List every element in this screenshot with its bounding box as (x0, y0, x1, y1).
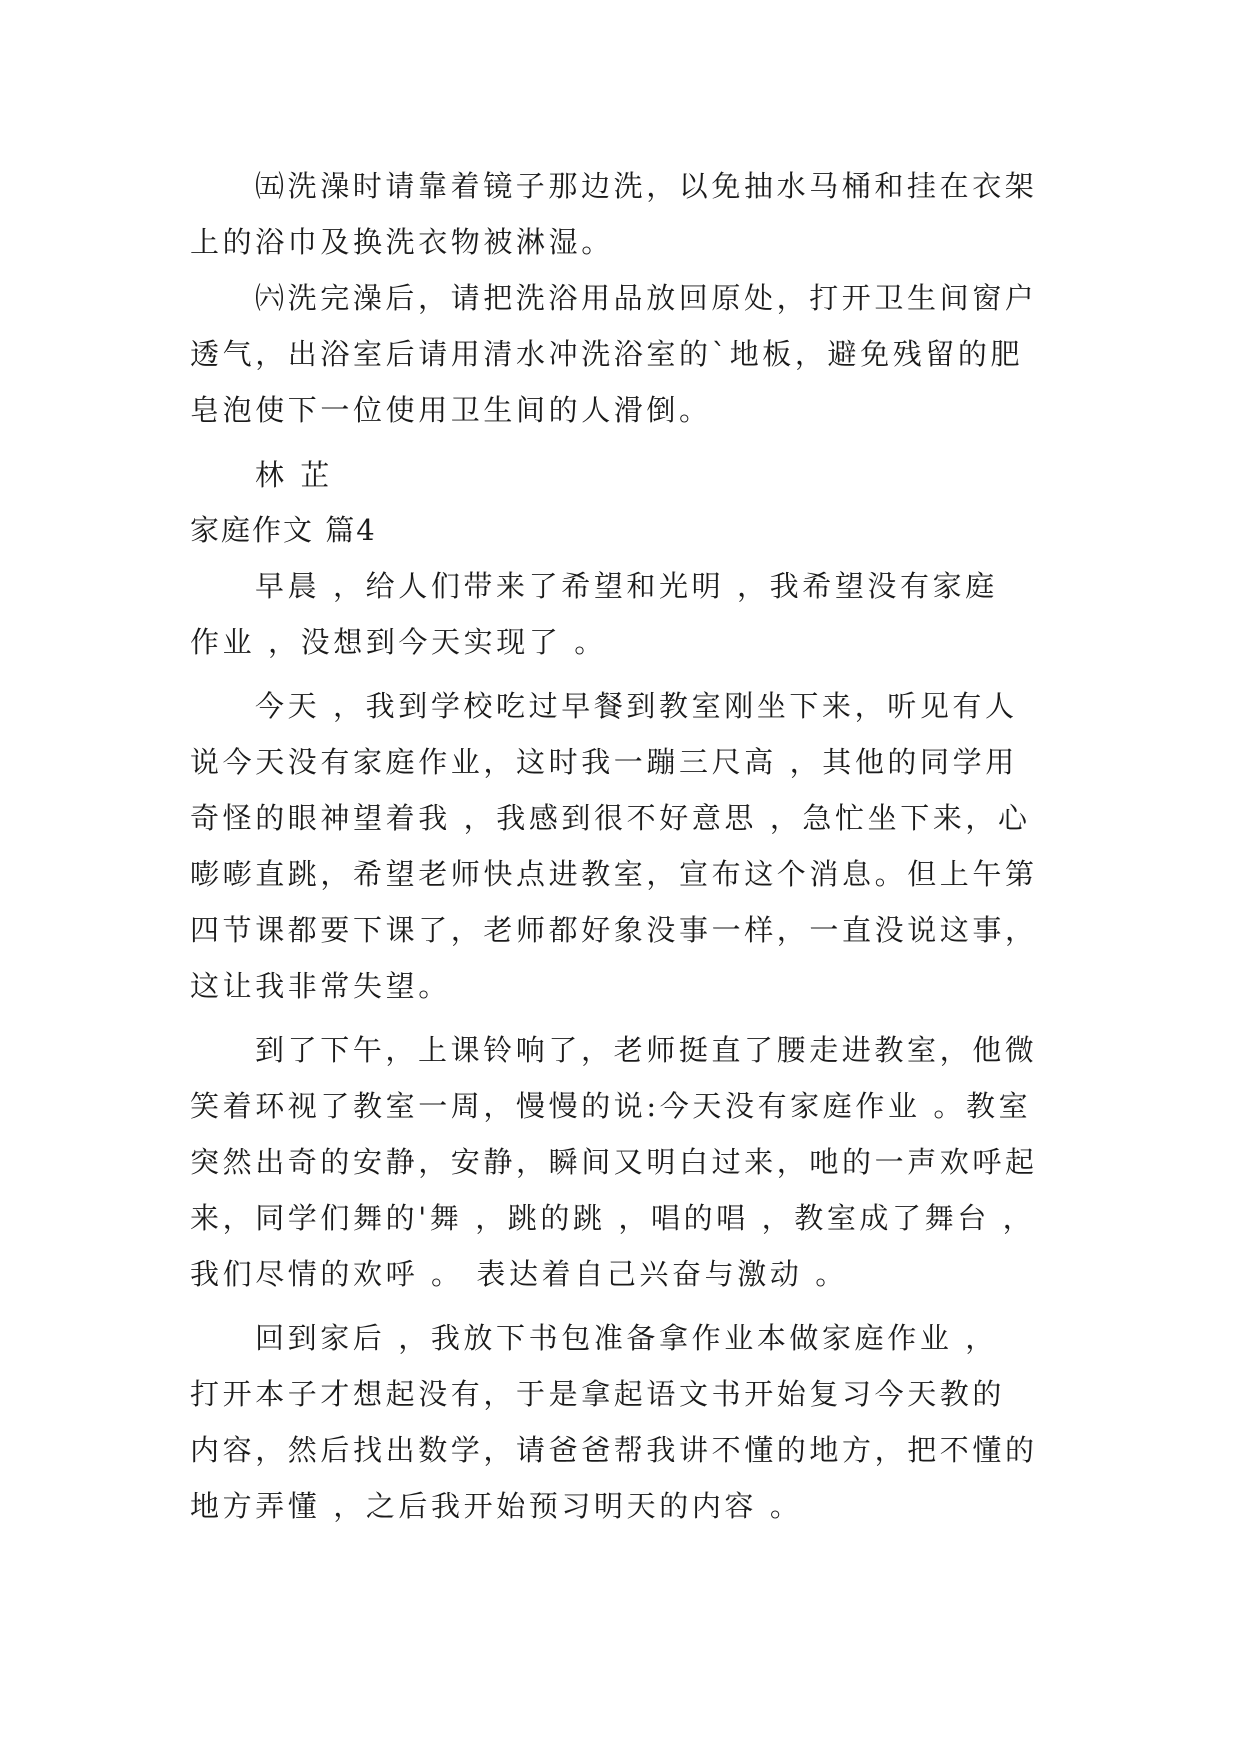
paragraph-line: 内容，然后找出数学，请爸爸帮我讲不懂的地方，把不懂的 (190, 1433, 1038, 1467)
paragraph-line: 到了下午，上课铃响了，老师挺直了腰走进教室，他微 (255, 1033, 1038, 1067)
paragraph-line: 作业 ，没想到今天实现了 。 (190, 625, 607, 659)
author-signature: 林 芷 (255, 458, 334, 492)
paragraph-line: 笑着环视了教室一周，慢慢的说:今天没有家庭作业 。教室 (190, 1089, 1032, 1123)
paragraph-line: 早晨 ，给人们带来了希望和光明 ，我希望没有家庭 (255, 569, 998, 603)
paragraph-line: ㈥洗完澡后，请把洗浴用品放回原处，打开卫生间窗户 (255, 281, 1038, 315)
paragraph-line: 突然出奇的安静，安静，瞬间又明白过来，吔的一声欢呼起 (190, 1145, 1038, 1179)
paragraph-line: 这让我非常失望。 (190, 969, 451, 1003)
paragraph-line: 说今天没有家庭作业，这时我一蹦三尺高 ，其他的同学用 (190, 745, 1018, 779)
paragraph-line: 皂泡使下一位使用卫生间的人滑倒。 (190, 393, 712, 427)
paragraph-line: 打开本子才想起没有，于是拿起语文书开始复习今天教的 (190, 1377, 1006, 1411)
paragraph-line: 今天 ，我到学校吃过早餐到教室刚坐下来，听见有人 (255, 689, 1018, 723)
paragraph-line: 透气，出浴室后请用清水冲洗浴室的`地板，避免残留的肥 (190, 337, 1024, 371)
paragraph-line: 奇怪的眼神望着我 ，我感到很不好意思 ，急忙坐下来，心 (190, 801, 1031, 835)
paragraph-line: 嘭嘭直跳，希望老师快点进教室，宣布这个消息。但上午第 (190, 857, 1038, 891)
paragraph-line: 来，同学们舞的'舞 ，跳的跳 ，唱的唱 ，教室成了舞台 ， (190, 1201, 1036, 1235)
paragraph-line: 地方弄懂 ，之后我开始预习明天的内容 。 (190, 1489, 803, 1523)
section-heading: 家庭作文 篇4 (190, 513, 377, 547)
paragraph-line: 回到家后 ，我放下书包准备拿作业本做家庭作业 ， (255, 1321, 998, 1355)
paragraph-line: 四节课都要下课了，老师都好象没事一样，一直没说这事， (190, 913, 1038, 947)
paragraph-line: ㈤洗澡时请靠着镜子那边洗，以免抽水马桶和挂在衣架 (255, 169, 1038, 203)
paragraph-line: 上的浴巾及换洗衣物被淋湿。 (190, 225, 614, 259)
paragraph-line: 我们尽情的欢呼 。 表达着自己兴奋与激动 。 (190, 1257, 848, 1291)
